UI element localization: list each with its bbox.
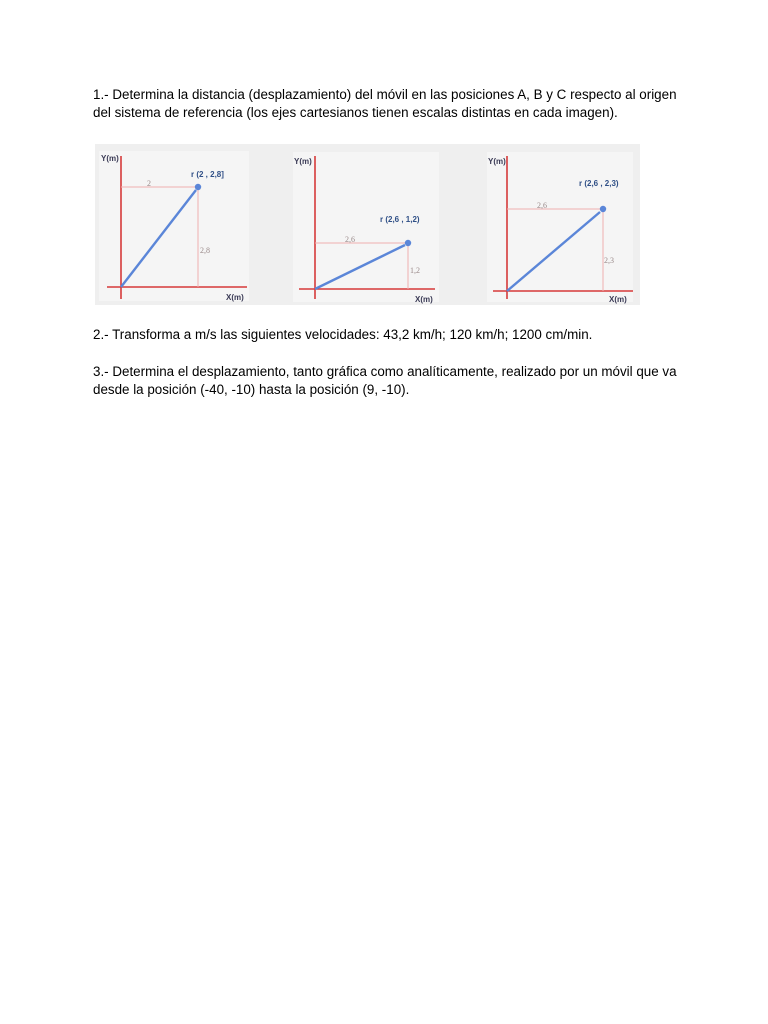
- diagram-c-y-axis-label: Y(m): [488, 157, 506, 166]
- diagram-b: [293, 152, 439, 304]
- diagram-c-x-dim-label: 2,6: [537, 201, 547, 210]
- diagram-a-point-label: r (2 , 2,8]: [191, 170, 224, 179]
- question-1-text: 1.- Determina la distancia (desplazamiento) del móvil en las posiciones A, B y C respecto al origen del sistema de referencia (los ejes cartesianos tienen escalas distintas en cada imagen).: [93, 87, 677, 121]
- diagram-c-point: [600, 206, 606, 212]
- diagram-c-point-label: r (2,6 , 2,3): [579, 179, 619, 188]
- diagram-a-x-dim-label: 2: [147, 179, 151, 188]
- diagram-a-x-axis-label: X(m): [226, 293, 244, 302]
- diagram-c-x-axis-label: X(m): [609, 295, 627, 304]
- diagram-b-point: [405, 240, 411, 246]
- question-2-text: 2.- Transforma a m/s las siguientes velocidades: 43,2 km/h; 120 km/h; 1200 cm/min.: [93, 327, 593, 342]
- diagram-a-y-axis-label: Y(m): [101, 154, 119, 163]
- diagram-b-point-label: r (2,6 , 1,2): [380, 215, 420, 224]
- diagram-b-x-dim-label: 2,6: [345, 235, 355, 244]
- diagram-a-point: [195, 184, 201, 190]
- diagram-b-x-axis-label: X(m): [415, 295, 433, 304]
- diagram-a: [99, 151, 249, 302]
- question-3-text: 3.- Determina el desplazamiento, tanto gráfica como analíticamente, realizado por un móvil que va desde la posición (-40, -10) hasta la posición (9, -10).: [93, 364, 677, 398]
- vector-figures: [95, 144, 640, 305]
- diagram-a-y-dim-label: 2,8: [200, 246, 210, 255]
- diagram-b-y-dim-label: 1,2: [410, 266, 420, 275]
- diagram-c-panel: [487, 152, 633, 302]
- diagram-c-y-dim-label: 2,3: [604, 256, 614, 265]
- diagram-c: [487, 152, 633, 304]
- vector-diagrams-svg: [95, 144, 640, 305]
- diagram-b-y-axis-label: Y(m): [294, 157, 312, 166]
